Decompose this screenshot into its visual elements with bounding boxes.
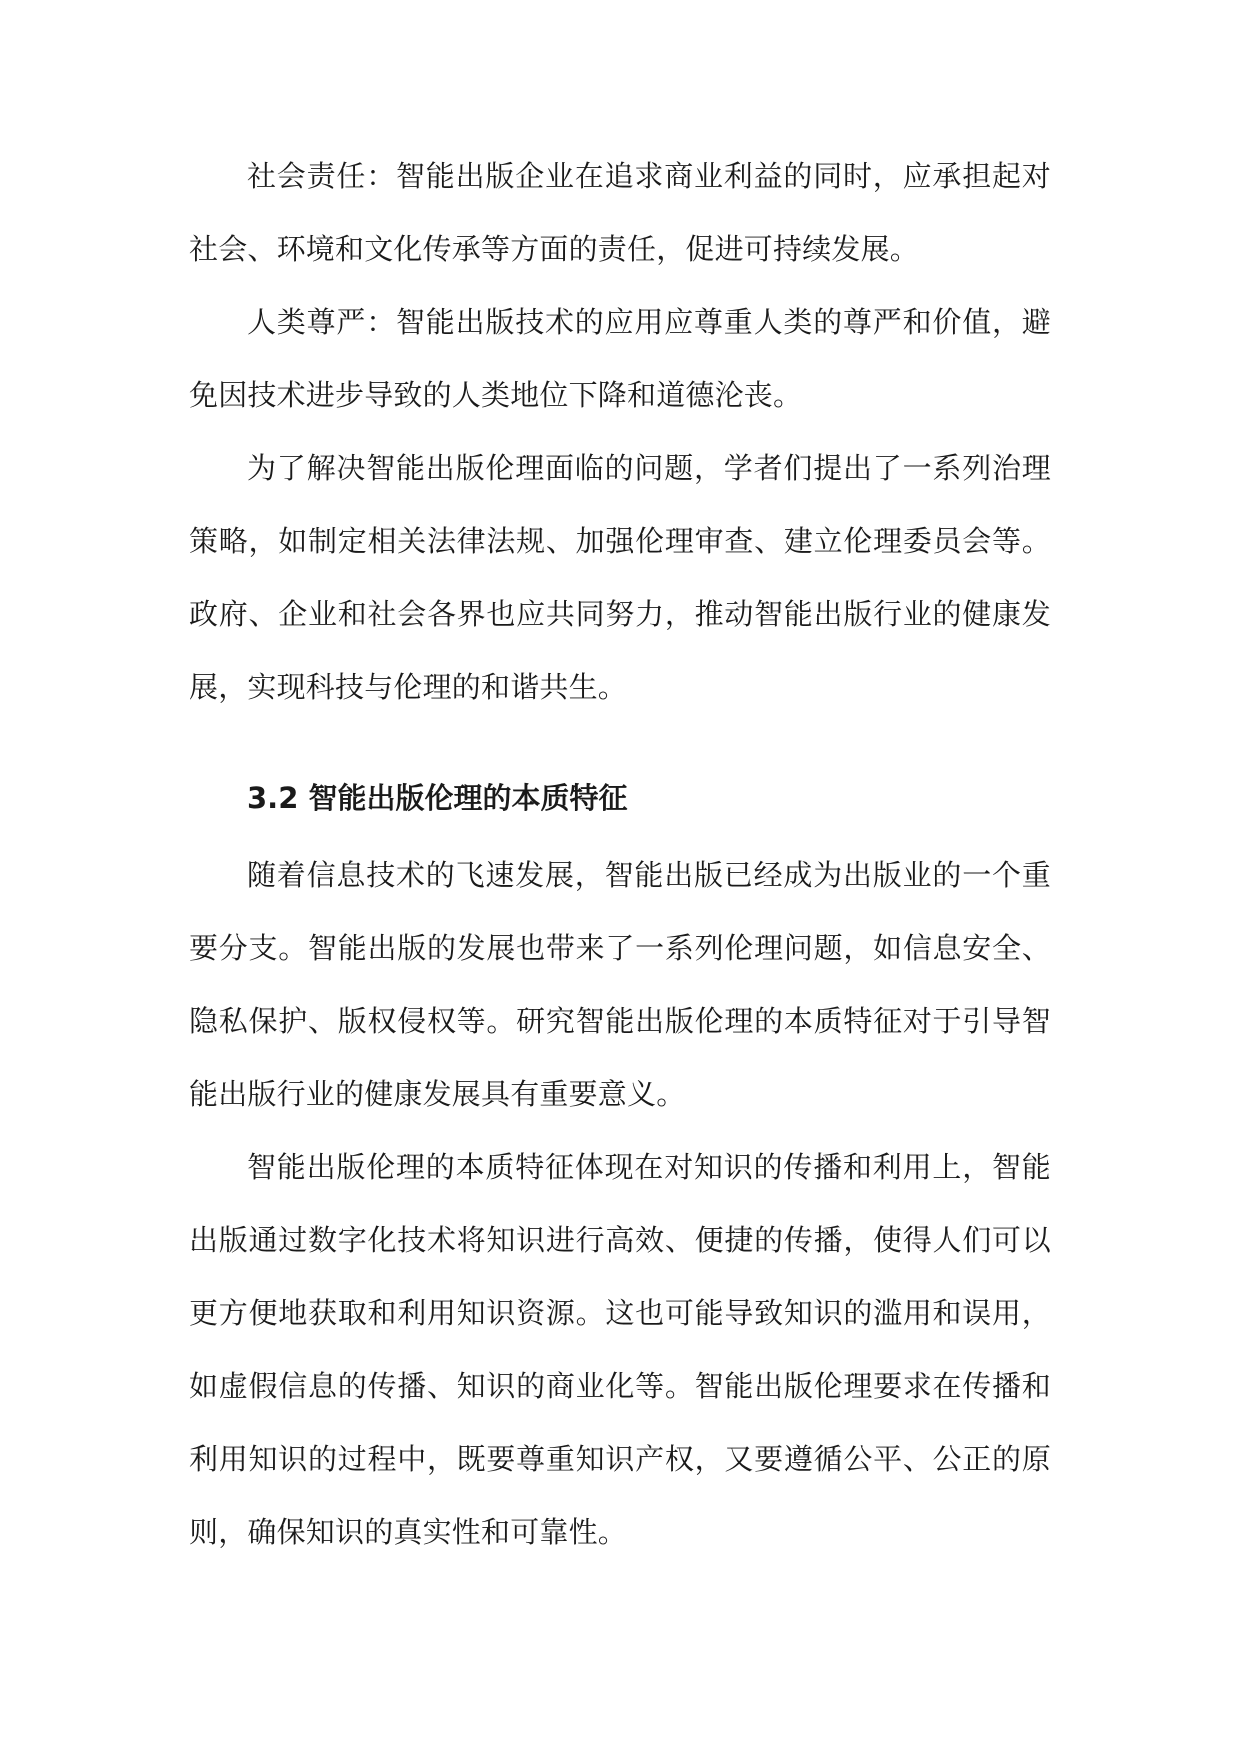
section-heading: 3.2 智能出版伦理的本质特征 — [247, 781, 628, 815]
paragraph-development-background: 随着信息技术的飞速发展，智能出版已经成为出版业的一个重要分支。智能出版的发展也带来了一系列伦理问题，如信息安全、隐私保护、版权侵权等。研究智能出版伦理的本质特征对于引导智能出版行业的健康发展具有重要意义。 — [189, 858, 1051, 1111]
paragraph-social-responsibility: 社会责任：智能出版企业在追求商业利益的同时，应承担起对社会、环境和文化传承等方面的责任，促进可持续发展。 — [189, 159, 1051, 266]
paragraph-essential-features: 智能出版伦理的本质特征体现在对知识的传播和利用上，智能出版通过数字化技术将知识进行高效、便捷的传播，使得人们可以更方便地获取和利用知识资源。这也可能导致知识的滥用和误用，如虚假信息的传播、知识的商业化等。智能出版伦理要求在传播和利用知识的过程中，既要尊重知识产权，又要遵循公平、公正的原则，确保知识的真实性和可靠性。 — [189, 1150, 1051, 1549]
paragraph-governance-strategies: 为了解决智能出版伦理面临的问题，学者们提出了一系列治理策略，如制定相关法律法规、加强伦理审查、建立伦理委员会等。政府、企业和社会各界也应共同努力，推动智能出版行业的健康发展，实现科技与伦理的和谐共生。 — [189, 451, 1051, 704]
paragraph-human-dignity: 人类尊严：智能出版技术的应用应尊重人类的尊严和价值，避免因技术进步导致的人类地位下降和道德沦丧。 — [189, 305, 1051, 412]
document-page — [189, 140, 1051, 1569]
